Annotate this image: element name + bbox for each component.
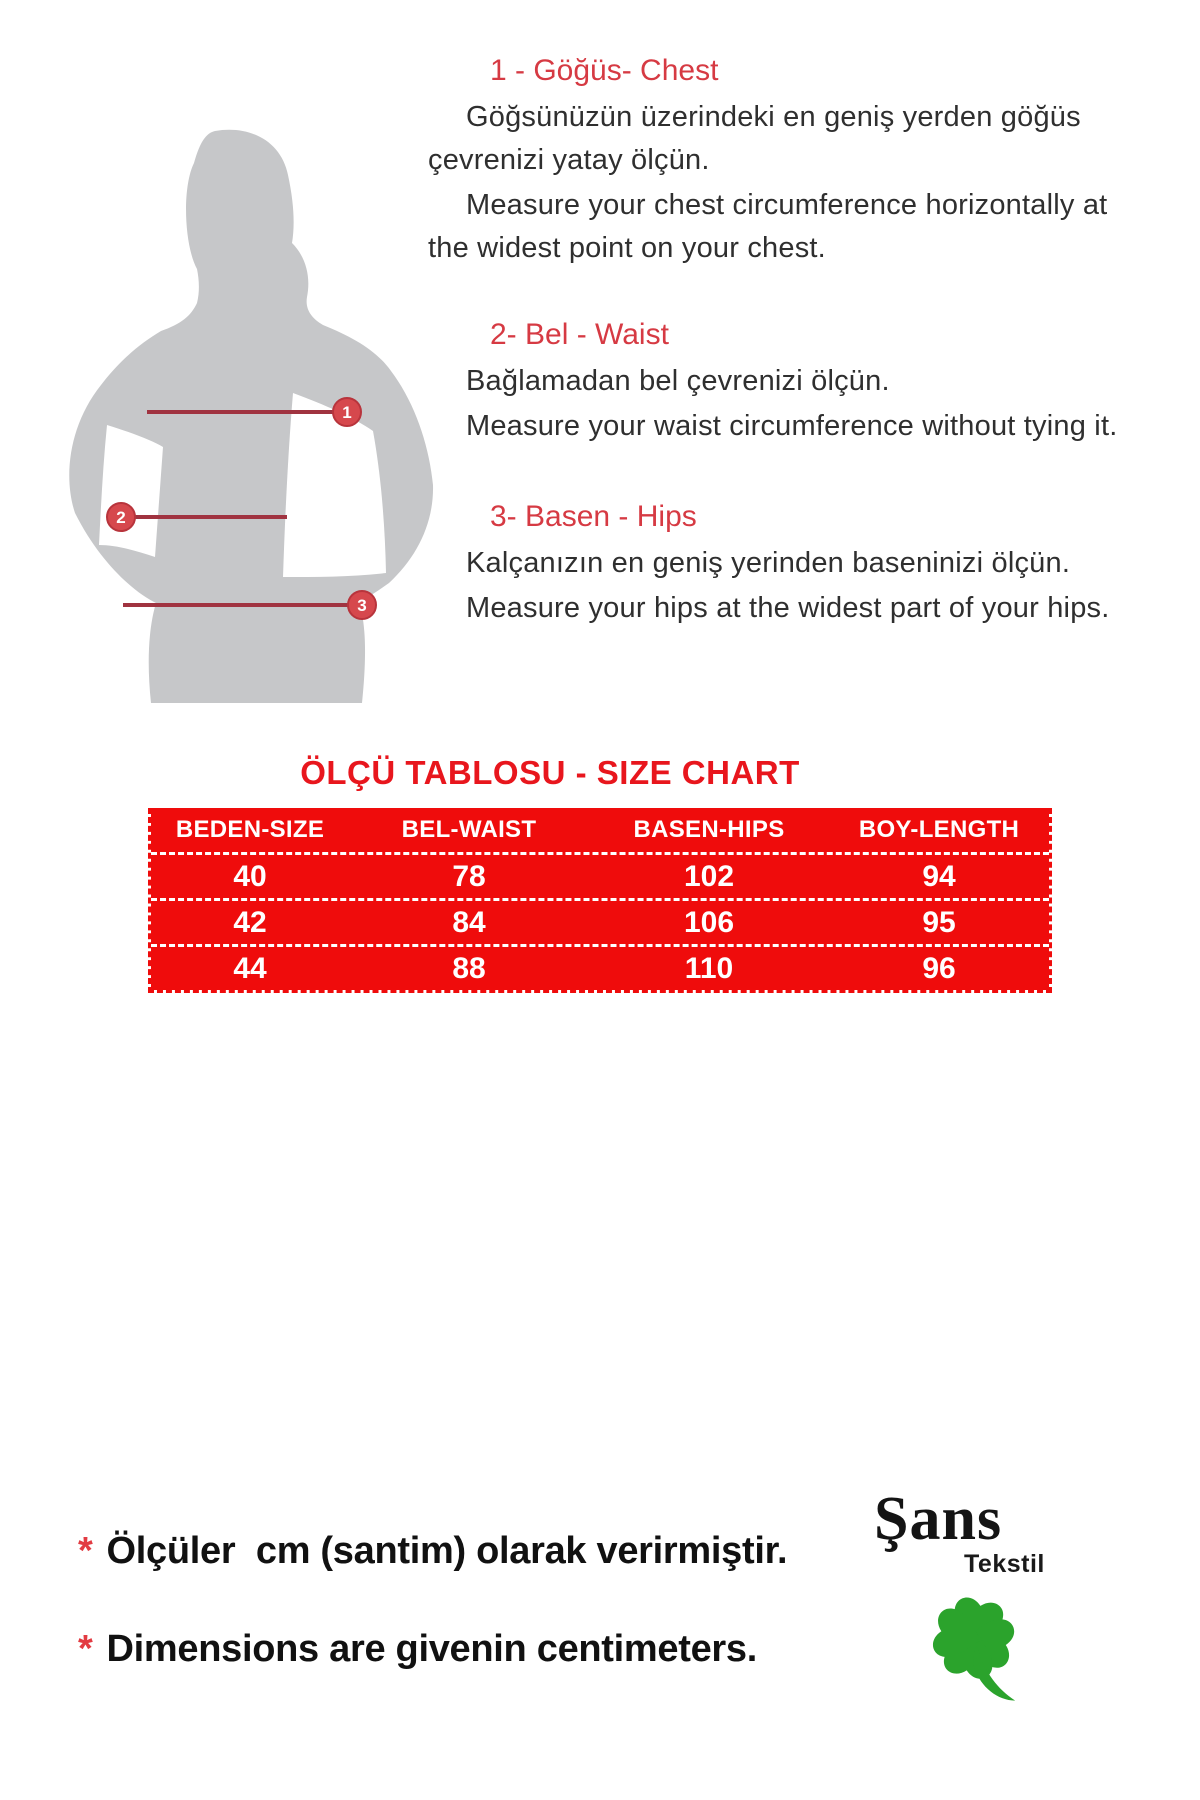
column-header-beden-size: BEDEN-SIZE xyxy=(175,816,325,843)
silhouette-body xyxy=(69,130,433,703)
chest-instruction-en: Measure your chest circumference horizontally at the widest point on your chest. xyxy=(428,189,1108,264)
footnote-text: Ölçüler cm (santim) olarak verirmiştir. xyxy=(106,1530,788,1572)
cell-size: 40 xyxy=(233,859,267,893)
section-heading-hips: 3- Basen - Hips xyxy=(490,500,697,533)
measurement-instructions xyxy=(428,52,1140,630)
asterisk-marker: * xyxy=(78,1628,93,1670)
marker-3-hips xyxy=(348,591,376,619)
column-header-boy-length: BOY-LENGTH xyxy=(858,816,1020,843)
cell-length: 96 xyxy=(922,951,956,985)
chest-instruction-tr: Göğsünüzün üzerindeki en geniş yerden göğüs çevrenizi yatay ölçün. xyxy=(428,101,1081,176)
section-heading-chest: 1 - Göğüs- Chest xyxy=(490,54,719,87)
table-header-row xyxy=(151,808,1049,852)
column-header-bel-waist: BEL-WAIST xyxy=(401,816,537,843)
clover-icon xyxy=(912,1582,1040,1704)
footnote-text: Dimensions are givenin centimeters. xyxy=(106,1628,758,1670)
cell-length: 95 xyxy=(922,905,956,939)
marker-2-waist xyxy=(107,503,135,531)
female-silhouette-icon xyxy=(55,125,445,710)
measurement-figure xyxy=(55,125,445,710)
footnote-units-tr xyxy=(78,1530,978,1573)
size-chart-table xyxy=(148,808,1052,993)
section-heading-waist: 2- Bel - Waist xyxy=(490,318,669,351)
arm-gap-left xyxy=(99,425,163,557)
table-row xyxy=(151,852,1049,898)
cell-hips: 110 xyxy=(684,951,734,985)
asterisk-marker: * xyxy=(78,1530,93,1572)
column-header-basen-hips: BASEN-HIPS xyxy=(633,816,785,843)
table-row xyxy=(151,944,1049,990)
cell-size: 44 xyxy=(233,951,267,985)
marker-1-chest xyxy=(333,398,361,426)
brand-name: Şans xyxy=(874,1485,1003,1553)
hips-instruction-tr: Kalçanızın en geniş yerinden baseninizi ölçün. xyxy=(466,547,1071,579)
cell-waist: 88 xyxy=(452,951,486,985)
marker-3-label: 3 xyxy=(357,596,367,615)
brand-subtitle: Tekstil xyxy=(964,1550,1045,1578)
cell-waist: 78 xyxy=(452,859,486,893)
cell-length: 94 xyxy=(922,859,956,893)
cell-size: 42 xyxy=(233,905,267,939)
size-chart-title: ÖLÇÜ TABLOSU - SIZE CHART xyxy=(300,754,800,791)
footnote-units-en xyxy=(78,1628,978,1671)
table-row xyxy=(151,898,1049,944)
cell-hips: 106 xyxy=(683,905,735,939)
hips-instruction-en: Measure your hips at the widest part of your hips. xyxy=(466,592,1110,624)
waist-instruction-en: Measure your waist circumference without tying it. xyxy=(466,410,1118,442)
cell-hips: 102 xyxy=(683,859,735,893)
marker-2-label: 2 xyxy=(116,508,126,527)
marker-1-label: 1 xyxy=(342,403,352,422)
waist-instruction-tr: Bağlamadan bel çevrenizi ölçün. xyxy=(466,365,890,397)
cell-waist: 84 xyxy=(452,905,486,939)
